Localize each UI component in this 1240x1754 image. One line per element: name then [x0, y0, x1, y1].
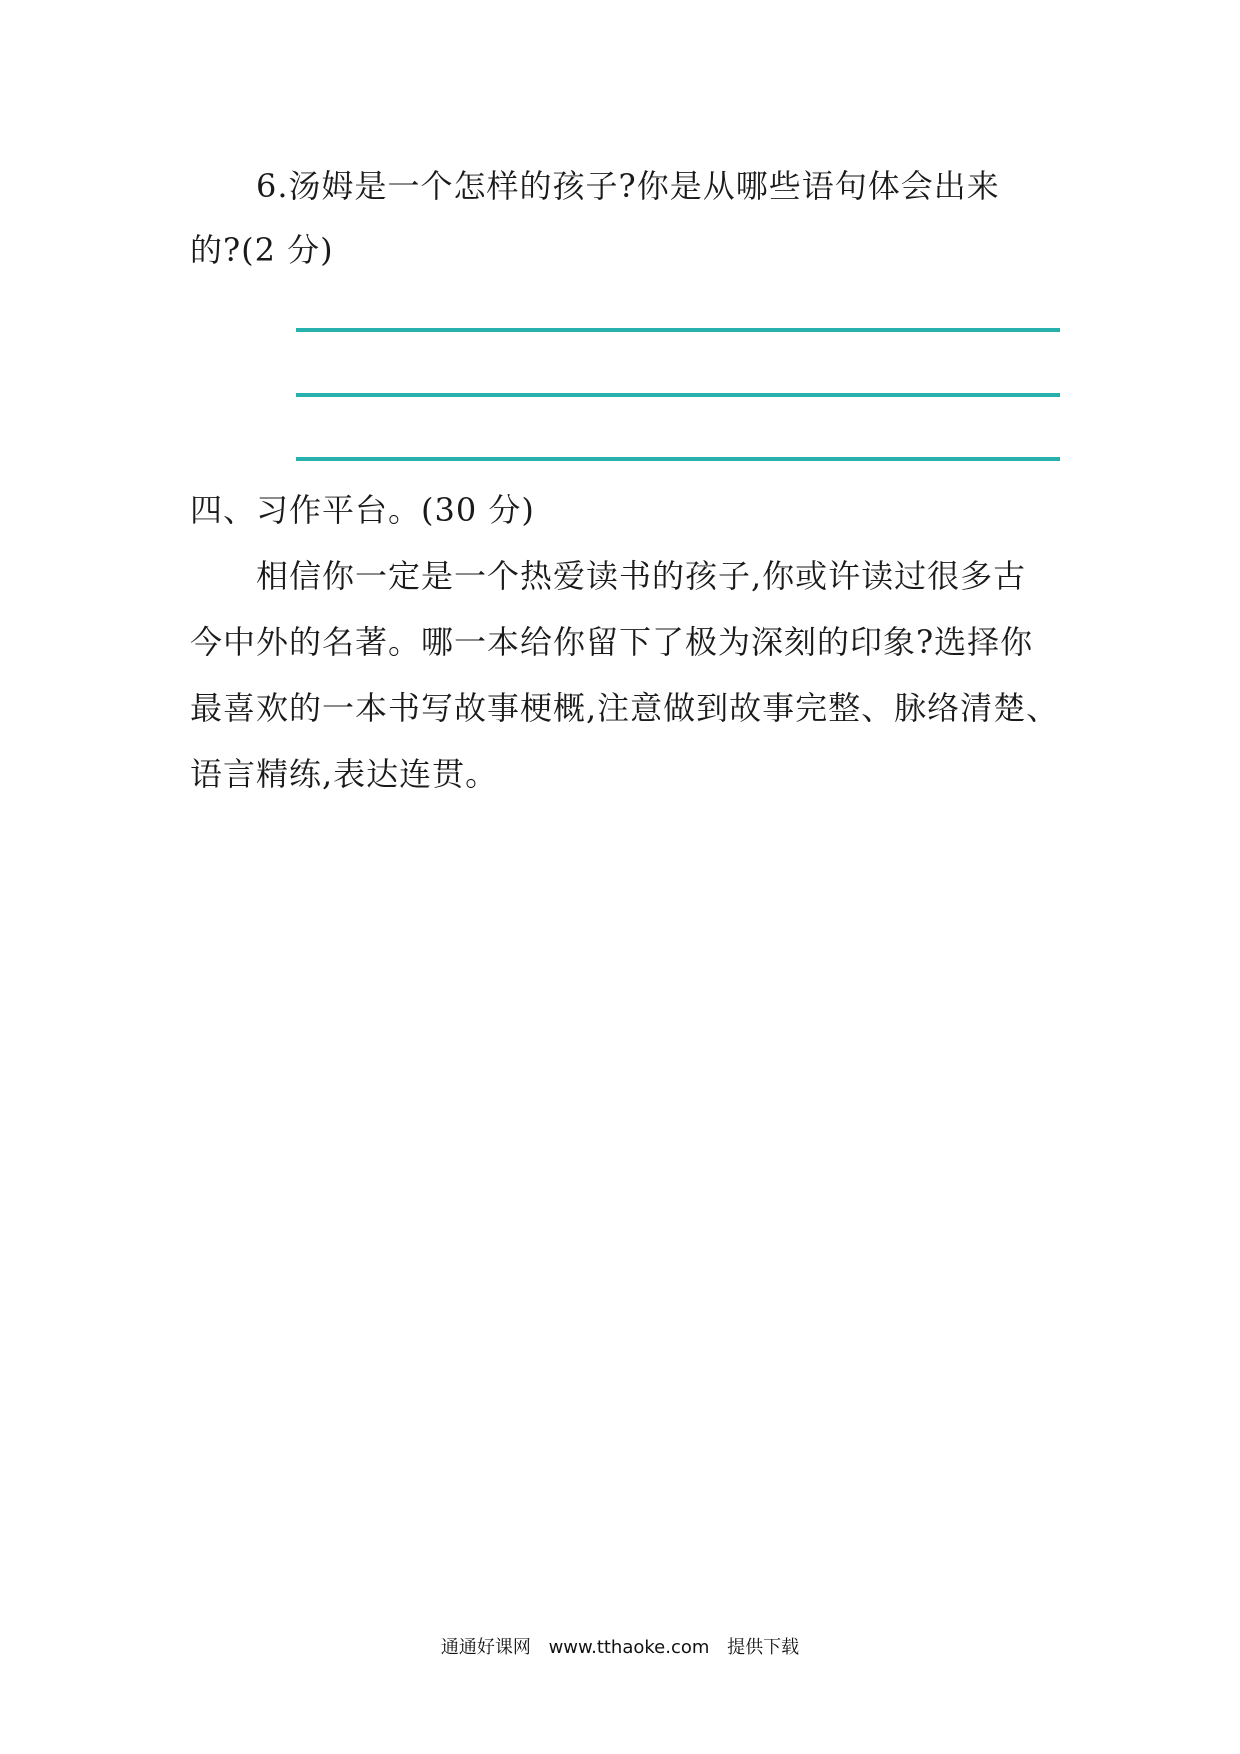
writing-prompt-line-1: 相信你一定是一个热爱读书的孩子,你或许读过很多古 — [256, 557, 1027, 595]
footer — [0, 1636, 1240, 1660]
question-6-line-2: 的?(2 分) — [190, 231, 334, 269]
writing-prompt-line-4: 语言精练,表达连贯。 — [190, 755, 499, 793]
answer-line-1 — [296, 328, 1060, 332]
writing-prompt-line-2: 今中外的名著。哪一本给你留下了极为深刻的印象?选择你 — [190, 623, 1034, 661]
answer-line-3 — [296, 457, 1060, 461]
footer-site-name: 通通好课网 — [440, 1637, 531, 1658]
footer-suffix: 提供下载 — [727, 1637, 800, 1658]
writing-prompt-line-3: 最喜欢的一本书写故事梗概,注意做到故事完整、脉络清楚、 — [190, 689, 1060, 727]
footer-url[interactable]: www.tthaoke.com — [548, 1637, 710, 1658]
answer-line-2 — [296, 393, 1060, 397]
section-4-title: 四、习作平台。(30 分) — [190, 491, 535, 529]
question-6-line-1: 6.汤姆是一个怎样的孩子?你是从哪些语句体会出来 — [256, 167, 1000, 205]
